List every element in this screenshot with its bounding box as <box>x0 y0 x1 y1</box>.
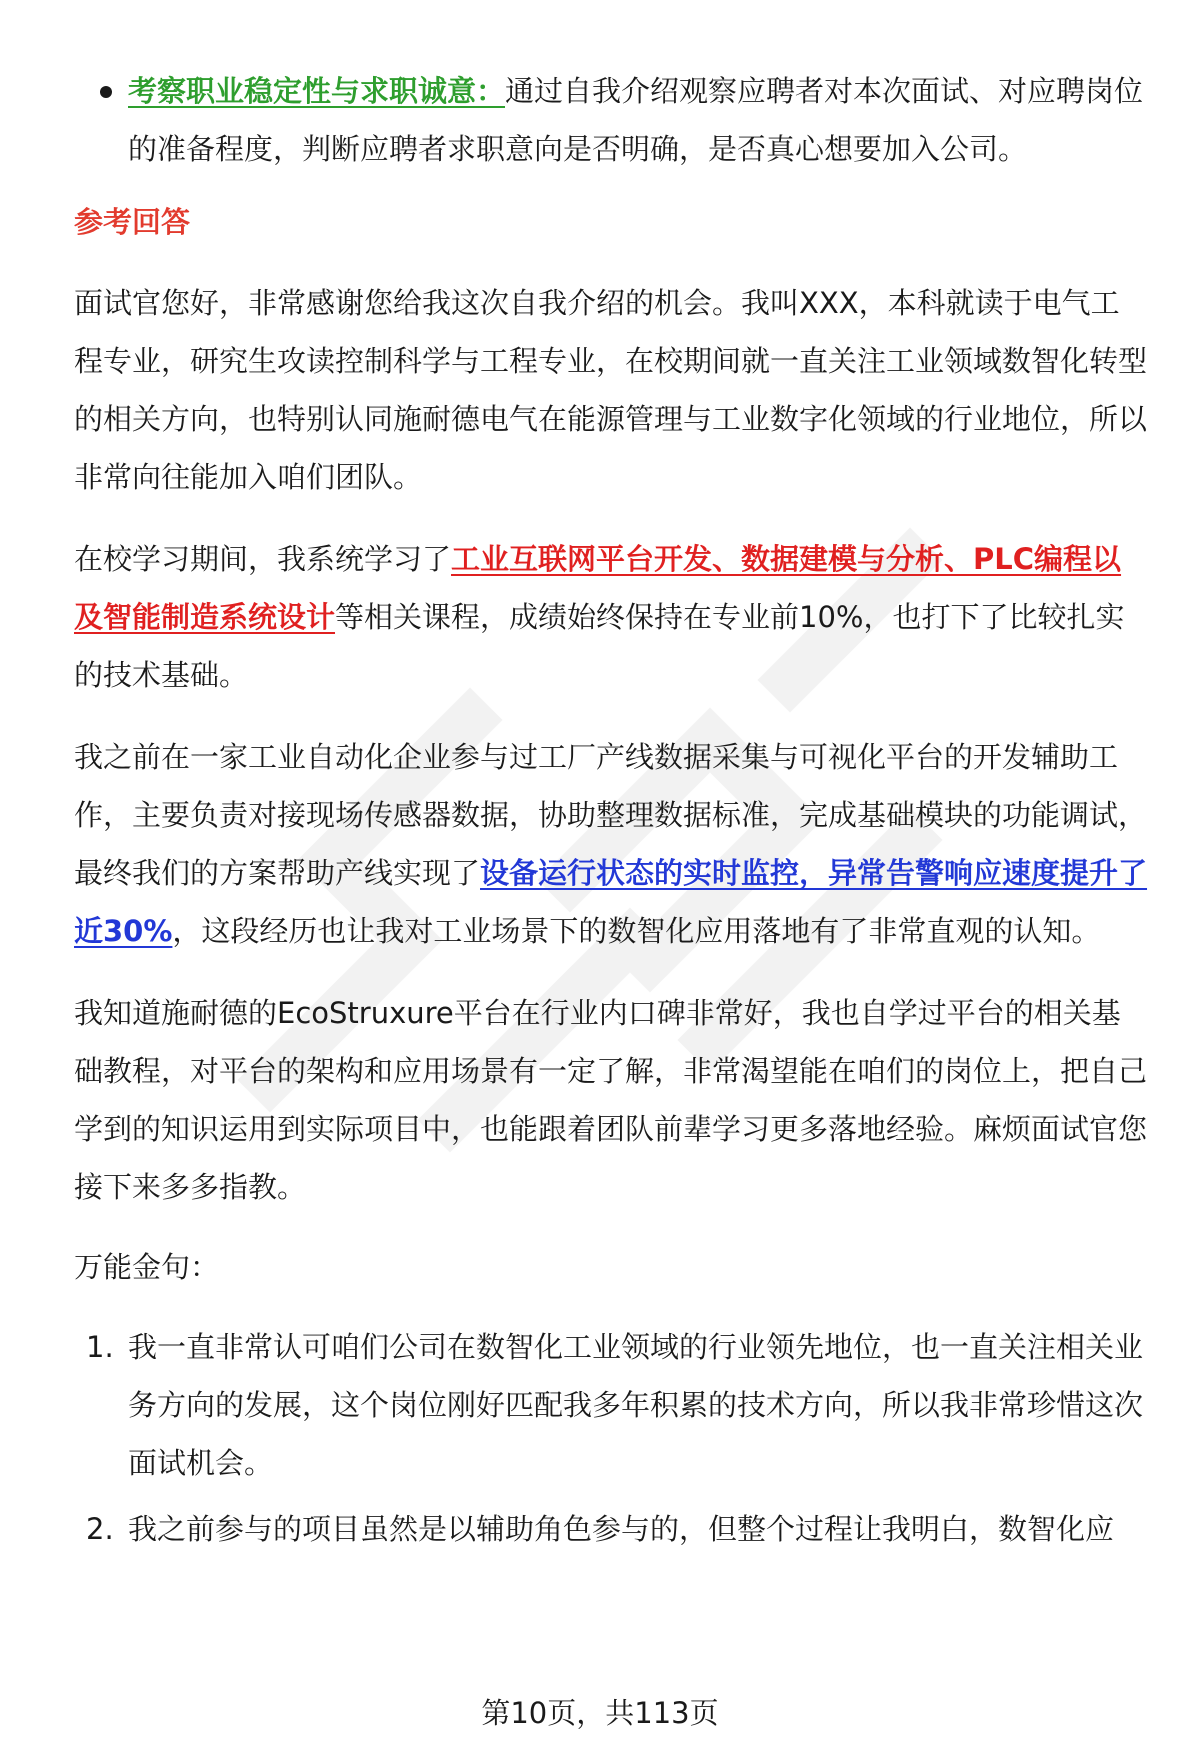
list-item <box>74 1318 1148 1492</box>
paragraph-experience-highlight: 设备运行状态的实时监控，异常告警响应速度提升了近30% <box>74 856 1148 948</box>
paragraph-intro: 面试官您好，非常感谢您给我这次自我介绍的机会。我叫XXX，本科就读于电气工程专业，研究生攻读控制科学与工程专业，在校期间就一直关注工业领域数智化转型的相关方向，也特别认同施耐德电气在能源管理与工业数字化领域的行业地位，所以非常向往能加入咱们团队。 <box>74 286 1148 494</box>
paragraph-experience <box>74 728 1148 960</box>
bullet-item <box>74 62 1148 178</box>
golden-sentences-label: 万能金句： <box>74 1250 220 1284</box>
paragraph-study <box>74 530 1148 704</box>
document-page <box>74 62 1148 1566</box>
paragraph-study-highlight: 工业互联网平台开发、数据建模与分析、PLC编程以及智能制造系统设计 <box>74 542 1122 634</box>
list-item-number: 1. <box>86 1330 114 1364</box>
list-item-number: 2. <box>86 1512 114 1546</box>
list-item <box>74 1500 1148 1558</box>
page-footer: 第10页，共113页 <box>481 1696 719 1730</box>
list-item-text: 我一直非常认可咱们公司在数智化工业领域的行业领先地位，也一直关注相关业务方向的发展，这个岗位刚好匹配我多年积累的技术方向，所以我非常珍惜这次面试机会。 <box>128 1330 1144 1480</box>
paragraph-experience-before: 我之前在一家工业自动化企业参与过工厂产线数据采集与可视化平台的开发辅助工作，主要负责对接现场传感器数据，协助整理数据标准，完成基础模块的功能调试，最终我们的方案帮助产线实现了 <box>74 740 1148 890</box>
bullet-title: 考察职业稳定性与求职诚意： <box>128 74 506 108</box>
bullet-text: 通过自我介绍观察应聘者对本次面试、对应聘岗位的准备程度，判断应聘者求职意向是否明确，是否真心想要加入公司。 <box>128 74 1144 166</box>
paragraph-study-after: 等相关课程，成绩始终保持在专业前10%，也打下了比较扎实的技术基础。 <box>74 600 1125 692</box>
bullet-dot-icon <box>100 86 112 98</box>
paragraph-study-before: 在校学习期间，我系统学习了 <box>74 542 452 576</box>
list-item-text: 我之前参与的项目虽然是以辅助角色参与的，但整个过程让我明白，数智化应 <box>128 1512 1115 1546</box>
section-title: 参考回答 <box>74 205 191 239</box>
paragraph-experience-after: ，这段经历也让我对工业场景下的数智化应用落地有了非常直观的认知。 <box>172 914 1101 948</box>
golden-sentences-list <box>74 1318 1148 1558</box>
paragraph-closing: 我知道施耐德的EcoStruxure平台在行业内口碑非常好，我也自学过平台的相关基础教程，对平台的架构和应用场景有一定了解，非常渴望能在咱们的岗位上，把自己学到的知识运用到实际项目中，也能跟着团队前辈学习更多落地经验。麻烦面试官您接下来多多指教。 <box>74 996 1148 1204</box>
